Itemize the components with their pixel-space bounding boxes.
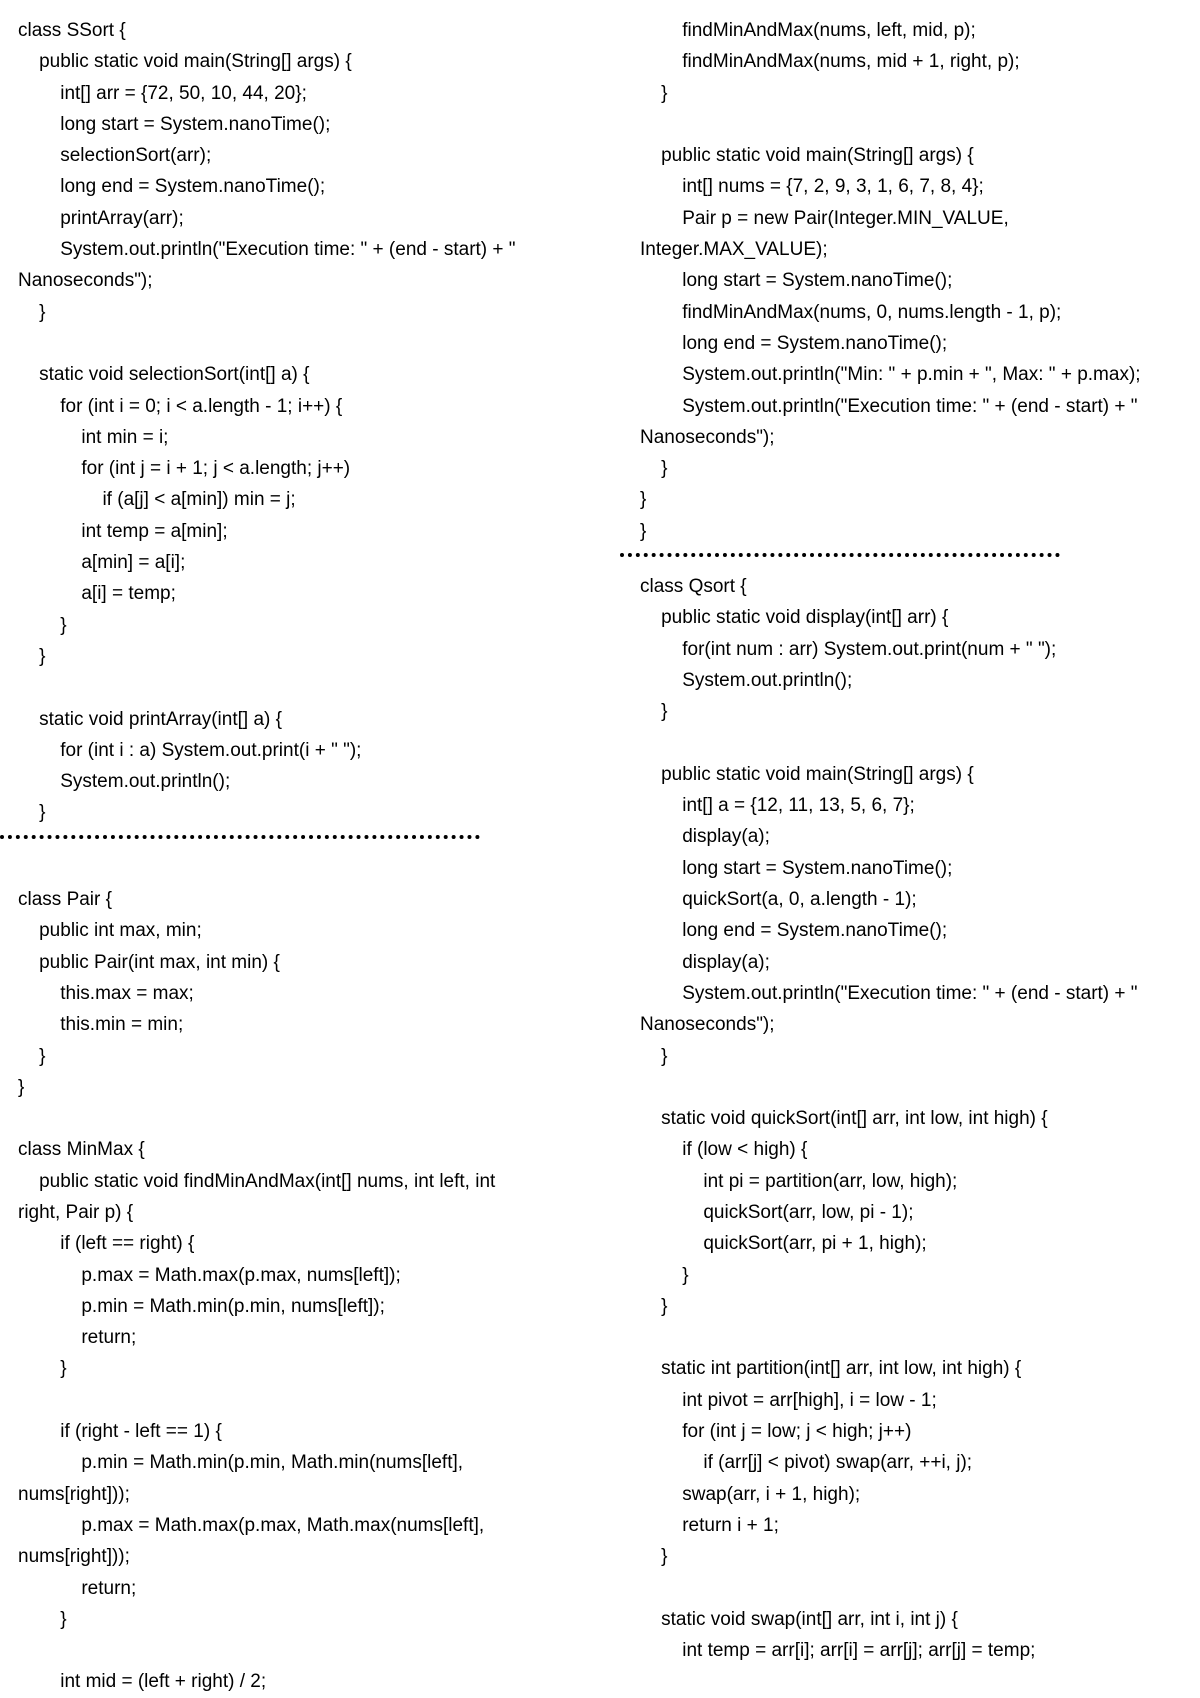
code-line: long end = System.nanoTime(); [640,332,948,354]
code-line: } [640,489,647,511]
code-block-pair-minmax [18,853,578,1698]
code-line: findMinAndMax(nums, left, mid, p); [640,20,976,41]
code-line [640,1573,1195,1604]
code-line: for (int i : a) System.out.print(i + " "); [18,739,362,761]
code-line: static int partition(int[] arr, int low, int high) { [640,1358,1022,1380]
code-line: for (int j = low; j < high; j++) [640,1421,912,1443]
code-line: for(int num : arr) System.out.print(num + " "); [640,638,1057,660]
code-line: } [18,1076,25,1098]
code-line: class MinMax { [18,1139,145,1161]
code-line: long start = System.nanoTime(); [640,270,953,292]
code-line: Nanoseconds"); [18,270,153,292]
code-line: Pair p = new Pair(Integer.MIN_VALUE, [640,207,1009,229]
code-line: if (left == right) { [18,1233,195,1255]
code-line: display(a); [640,951,770,973]
code-line: static void swap(int[] arr, int i, int j) { [640,1608,958,1630]
code-line: if (arr[j] < pivot) swap(arr, ++i, j); [640,1452,973,1474]
code-line: int temp = a[min]; [18,520,228,542]
code-line: printArray(arr); [18,207,184,229]
code-line: System.out.println(); [640,669,853,691]
code-line: } [18,802,46,824]
code-block-minmax-main [640,15,1195,547]
code-line: int temp = arr[i]; arr[i] = arr[j]; arr[j] = temp; [640,1640,1036,1662]
code-line: public static void findMinAndMax(int[] nums, int left, int [18,1170,496,1192]
code-line: static void quickSort(int[] arr, int low, int high) { [640,1108,1048,1130]
code-line: findMinAndMax(nums, mid + 1, right, p); [640,51,1020,73]
code-line: public int max, min; [18,920,202,942]
code-line: } [18,1358,67,1380]
code-line [640,1322,1195,1353]
code-line: p.max = Math.max(p.max, nums[left]); [18,1264,401,1286]
code-line: this.min = min; [18,1014,184,1036]
code-line: int[] arr = {72, 50, 10, 44, 20}; [18,82,307,104]
right-code-column [640,15,1195,1666]
code-line: } [640,1264,689,1286]
code-line: } [18,645,46,667]
code-line: static void printArray(int[] a) { [18,708,282,730]
code-line: } [640,1295,668,1317]
code-line: } [18,614,67,636]
code-line: class SSort { [18,20,126,41]
code-line [640,728,1195,759]
code-line: quickSort(arr, pi + 1, high); [640,1233,927,1255]
code-line: return; [18,1327,137,1349]
code-line: } [640,1045,668,1067]
code-line: static void selectionSort(int[] a) { [18,364,310,386]
code-line: } [640,82,668,104]
code-line [18,1635,578,1666]
code-line [18,1385,578,1416]
code-line: nums[right])); [18,1483,130,1505]
code-line: long start = System.nanoTime(); [18,113,331,135]
code-line: System.out.println("Min: " + p.min + ", Max: " + p.max); [640,364,1141,386]
code-line: int pi = partition(arr, low, high); [640,1170,958,1192]
code-line: int mid = (left + right) / 2; [18,1671,267,1693]
code-line: findMinAndMax(nums, 0, nums.length - 1, p); [640,301,1062,323]
code-line: Integer.MAX_VALUE); [640,239,828,261]
code-line: p.min = Math.min(p.min, nums[left]); [18,1295,385,1317]
code-line: System.out.println("Execution time: " + (end - start) + " [640,395,1138,417]
code-line: long start = System.nanoTime(); [640,857,953,879]
code-line: } [18,1045,46,1067]
code-line [18,328,578,359]
code-line: Nanoseconds"); [640,426,775,448]
dotted-divider [0,835,480,843]
code-line: nums[right])); [18,1546,130,1568]
code-line: public static void main(String[] args) { [18,51,352,73]
code-line: int min = i; [18,426,169,448]
code-block-qsort [640,571,1195,1666]
code-line: public static void main(String[] args) { [640,763,974,785]
code-line: } [640,520,647,542]
dotted-divider [620,553,1060,561]
code-line: return i + 1; [640,1514,779,1536]
code-line [18,672,578,703]
code-line: Nanoseconds"); [640,1014,775,1036]
code-line [640,109,1195,140]
code-line: if (right - left == 1) { [18,1421,222,1443]
code-line: if (low < high) { [640,1139,808,1161]
code-line [640,1072,1195,1103]
code-line: } [640,1546,668,1568]
code-line: System.out.println("Execution time: " + (end - start) + " [640,982,1138,1004]
left-code-column [18,15,578,1698]
code-line: p.max = Math.max(p.max, Math.max(nums[left], [18,1514,485,1536]
code-line: a[i] = temp; [18,583,176,605]
code-line: selectionSort(arr); [18,145,212,167]
code-line: a[min] = a[i]; [18,552,186,574]
code-block-ssort [18,15,578,829]
code-line: } [18,301,46,323]
code-line: public static void display(int[] arr) { [640,607,949,629]
code-line: class Pair { [18,889,112,911]
code-line: this.max = max; [18,982,194,1004]
code-line [18,1103,578,1134]
code-line: p.min = Math.min(p.min, Math.min(nums[left], [18,1452,464,1474]
code-line: for (int j = i + 1; j < a.length; j++) [18,458,351,480]
code-line: } [640,701,668,723]
code-line: long end = System.nanoTime(); [18,176,326,198]
code-line: quickSort(a, 0, a.length - 1); [640,889,917,911]
code-line: quickSort(arr, low, pi - 1); [640,1201,914,1223]
code-line: long end = System.nanoTime(); [640,920,948,942]
code-line: class Qsort { [640,576,747,598]
code-line: if (a[j] < a[min]) min = j; [18,489,296,511]
code-line: display(a); [640,826,770,848]
code-line: swap(arr, i + 1, high); [640,1483,861,1505]
code-line: System.out.println(); [18,771,231,793]
code-line: } [640,458,668,480]
code-line: public Pair(int max, int min) { [18,951,280,973]
code-line: int pivot = arr[high], i = low - 1; [640,1389,937,1411]
code-line [18,853,578,884]
code-line: System.out.println("Execution time: " + (end - start) + " [18,239,516,261]
code-line: for (int i = 0; i < a.length - 1; i++) { [18,395,343,417]
code-line: public static void main(String[] args) { [640,145,974,167]
code-line: right, Pair p) { [18,1201,134,1223]
code-line: int[] a = {12, 11, 13, 5, 6, 7}; [640,795,915,817]
code-line: return; [18,1577,137,1599]
code-line: int[] nums = {7, 2, 9, 3, 1, 6, 7, 8, 4}; [640,176,984,198]
code-line: } [18,1608,67,1630]
